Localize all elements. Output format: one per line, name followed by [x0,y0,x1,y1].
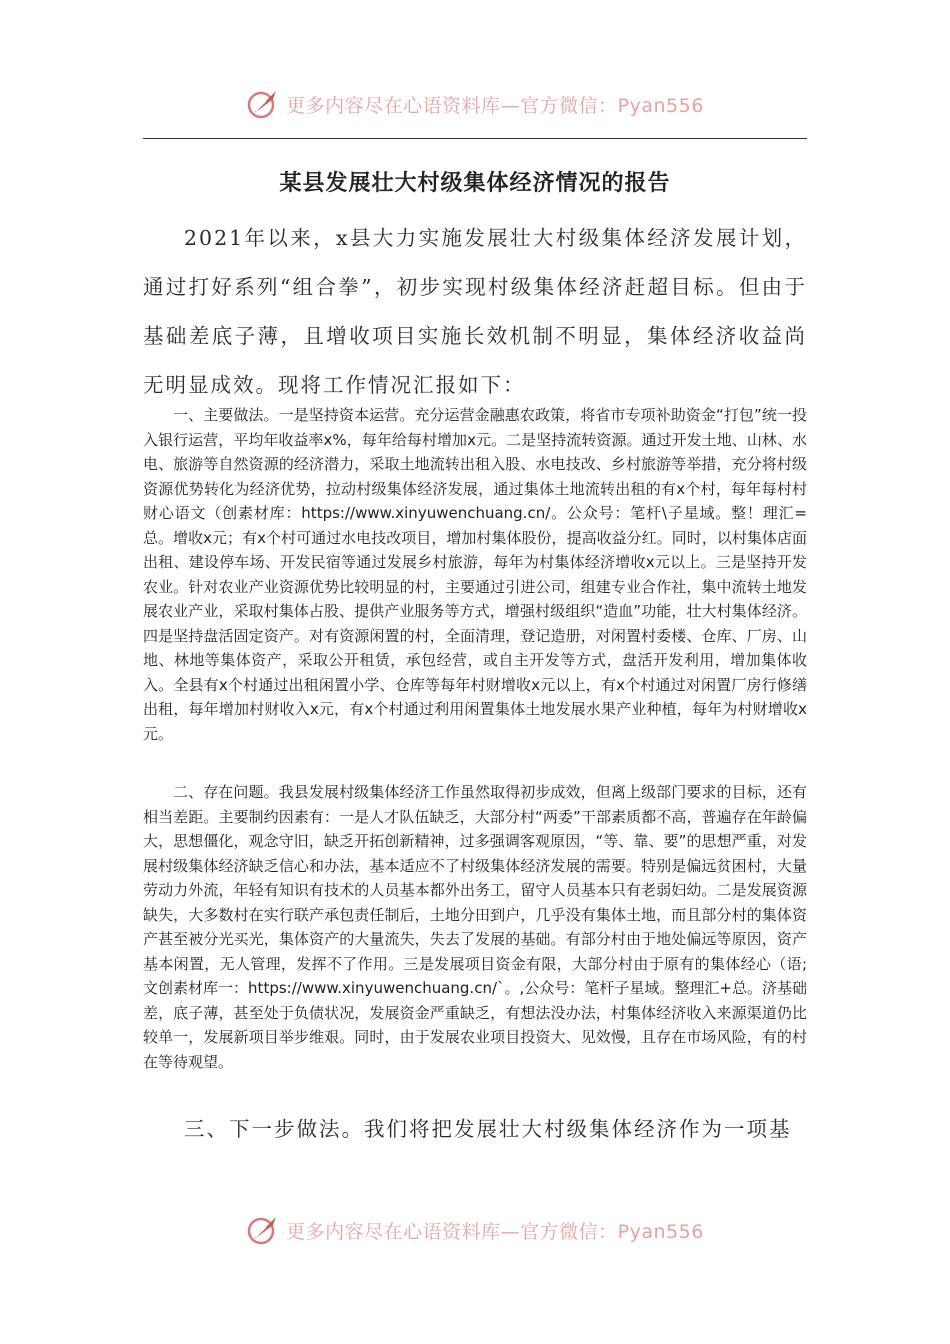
watermark-text: 更多内容尽在心语资料库—官方微信：Pyan556 [286,1220,704,1243]
watermark-text: 更多内容尽在心语资料库—官方微信：Pyan556 [286,94,704,117]
footer-watermark [0,1210,950,1250]
intro-paragraph: 2021年以来，x县大力实施发展壮大村级集体经济发展计划，通过打好系列“组合拳”，初步实现村级集体经济赶超目标。但由于基础差底子薄，且增收项目实施长效机制不明显，集体经济收益尚无明显成效。现将工作情况汇报如下： [143,226,807,397]
quill-logo-icon [246,87,280,121]
header-watermark [0,84,950,124]
section-3-paragraph: 三、下一步做法。我们将把发展壮大村级集体经济作为一项基 [184,1117,792,1141]
section-2-paragraph: 二、存在问题。我县发展村级集体经济工作虽然取得初步成效，但离上级部门要求的目标，还有相当差距。主要制约因素有：一是人才队伍缺乏，大部分村“两委”干部素质都不高，普遍存在年龄偏大，思想僵化，观念守旧，缺乏开拓创新精神，过多强调客观原因，“等、靠、要”的思想严重，对发展村级集体经济缺乏信心和办法，基本适应不了村级集体经济发展的需要。特别是偏远贫困村，大量劳动力外流，年轻有知识有技术的人员基本都外出务工，留守人员基本只有老弱妇幼。二是发展资源缺失，大多数村在实行联产承包责任制后，土地分田到户，几乎没有集体土地，而且部分村的集体资产甚至被分光买光，集体资产的大量流失，失去了发展的基础。有部分村由于地处偏远等原因，资产基本闲置，无人管理，发挥不了作用。三是发展项目资金有限，大部分村由于原有的集体经心（语;文创素材库一：https://www.xinyuwenchuang.cn/`。,公众号：笔杆子星域。整理汇+总。济基础差，底子薄，甚至处于负债状况，发展资金严重缺乏，有想法没办法，村集体经济收入来源渠道仍比较单一，发展新项目举步维艰。同时，由于发展农业项目投资大、见效慢，且存在市场风险，有的村在等待观望。 [143,783,807,1071]
section-1-paragraph: 一、主要做法。一是坚持资本运营。充分运营金融惠农政策，将省市专项补助资金“打包”统一投入银行运营，平均年收益率x%，每年给每村增加x元。二是坚持流转资源。通过开发土地、山林、水电、旅游等自然资源的经济潜力，采取土地流转出租入股、水电技改、乡村旅游等举措，充分将村级资源优势转化为经济优势，拉动村级集体经济发展，通过集体土地流转出租的有x个村，每年每村村财心语文（创素材库：https://www.xinyuwenchuang.cn/。公众号：笔杆\子星域。整！理汇=总。增收x元；有x个村可通过水电技改项目，增加村集体股份，提高收益分红。同时，以村集体店面出租、建设停车场、开发民宿等通过发展乡村旅游，每年为村集体经济增收x元以上。三是坚持开发农业。针对农业产业资源优势比较明显的村，主要通过引进公司，组建专业合作社，集中流转土地发展农业产业，采取村集体占股、提供产业服务等方式，增强村级组织“造血”功能，壮大村集体经济。四是坚持盘活固定资产。对有资源闲置的村，全面清理，登记造册，对闲置村委楼、仓库、厂房、山地、林地等集体资产，采取公开租赁，承包经营，或自主开发等方式，盘活开发利用，增加集体收入。全县有x个村通过出租闲置小学、仓库等每年村财增收x元以上，有x个村通过对闲置厂房行修缮出租，每年增加村财收入x元，有x个村通过利用闲置集体土地发展水果产业种植，每年为村财增收x元。 [143,406,807,743]
header-divider [143,138,807,139]
document-title: 某县发展壮大村级集体经济情况的报告 [279,171,671,196]
quill-logo-icon [246,1213,280,1247]
